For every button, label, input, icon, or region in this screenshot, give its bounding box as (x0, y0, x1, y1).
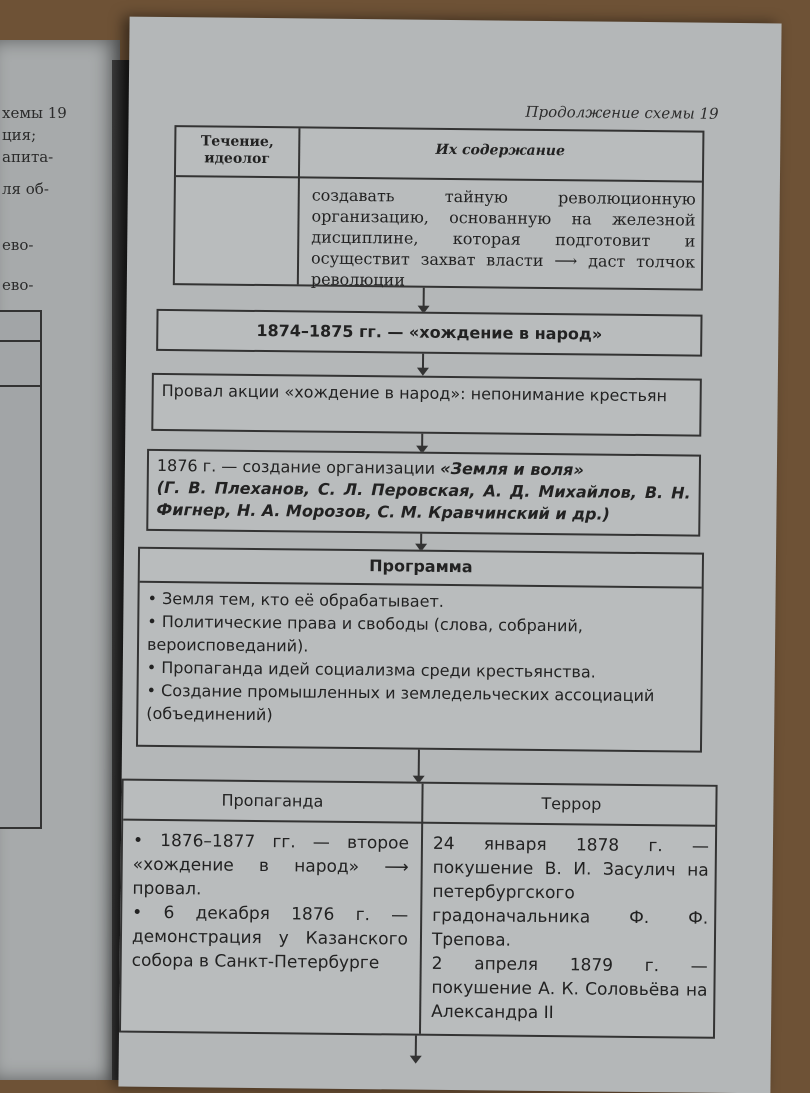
left-page-text: ево- (2, 276, 34, 294)
program-box (136, 547, 704, 753)
left-page-text: апита- (2, 148, 54, 166)
terror-title: Террор (541, 793, 602, 814)
propaganda-list (132, 829, 409, 976)
flow-arrow (421, 434, 423, 448)
terror-list (431, 832, 709, 1027)
program-title: Программа (369, 556, 473, 577)
flow-arrow (423, 288, 425, 308)
walk-to-people-text: 1874–1875 гг. — «хождение в народ» (256, 320, 603, 344)
organization-name: «Земля и воля» (440, 458, 584, 480)
propaganda-title: Пропаганда (221, 790, 324, 811)
table-content-cell: создавать тайную революционную организацию, основанную на железной дисциплине, которая подготовит и осуществит захват власти ⟶ даст толчок революции (310, 185, 696, 290)
left-page-text: ля об- (2, 180, 49, 198)
failure-box (151, 373, 702, 437)
organization-members: (Г. В. Плеханов, С. Л. Перовская, А. Д. Михайлов, В. Н. Фигнер, Н. А. Морозов, С. М. Кравчинский и др.) (156, 477, 691, 524)
land-and-liberty-box (146, 449, 701, 537)
left-page (0, 40, 120, 1080)
page-header: Продолжение схемы 19 (525, 102, 719, 123)
left-page-text: хемы 19 (2, 104, 67, 122)
program-item: • Создание промышленных и земледельческих ассоциаций (объединений) (146, 680, 655, 725)
propaganda-item: • 6 декабря 1876 г. — демонстрация у Казанского собора в Санкт-Петербурге (131, 902, 409, 974)
flow-arrow (420, 534, 422, 546)
flow-arrow (415, 1036, 417, 1058)
table-header-divider (176, 175, 702, 183)
col-header-content: Их содержание (435, 141, 566, 160)
walk-to-people-box (156, 309, 702, 357)
left-page-box (0, 385, 42, 829)
organization-founding-text: 1876 г. — создание организации (156, 455, 441, 478)
ideology-table (173, 125, 705, 291)
flow-arrow (418, 750, 420, 778)
flow-arrow (422, 354, 424, 370)
left-page-text: ция; (2, 126, 37, 144)
col-header-ideologist: Течение, идеолог (200, 133, 274, 168)
program-item: • Пропаганда идей социализма среди крестьянства. (146, 657, 596, 682)
terror-item: 24 января 1878 г. — покушение В. И. Засулич на петербургского градоначальника Ф. Ф. Трепова. (431, 833, 710, 951)
terror-item: 2 апреля 1879 г. — покушение А. К. Соловьёва на Александра II (431, 953, 708, 1024)
left-page-text: ево- (2, 236, 34, 254)
program-list (146, 587, 695, 731)
program-item: • Политические права и свободы (слова, собраний, вероисповеданий). (146, 611, 584, 656)
propaganda-terror-table (119, 779, 718, 1039)
right-page (118, 17, 781, 1093)
program-item: • Земля тем, кто её обрабатывает. (147, 588, 445, 611)
failure-text: Провал акции «хождение в народ»: непонимание крестьян (161, 380, 668, 406)
split-header-divider (123, 819, 715, 827)
propaganda-item: • 1876–1877 гг. — второе «хождение в народ» ⟶ провал. (132, 830, 410, 900)
